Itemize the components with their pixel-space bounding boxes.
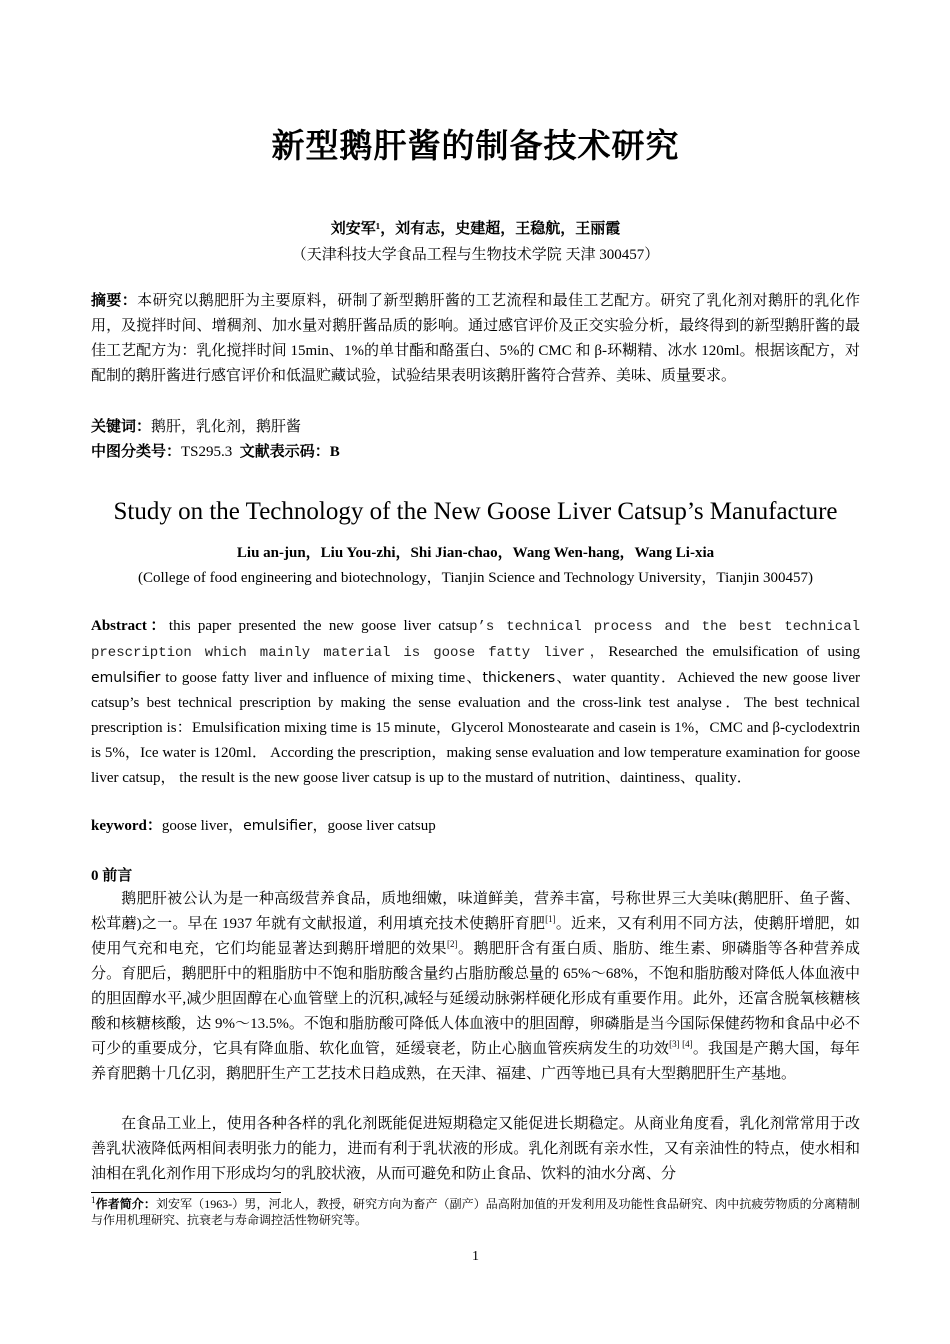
- intro-paragraph-2: [91, 1112, 860, 1187]
- paper-title-en: Study on the Technology of the New Goose Liver Catsup’s Manufacture: [113, 498, 838, 525]
- abstract-en-part5: 、water quantity．Achieved the new goose liver catsup’s best technical prescription by making the sense evaluation and the cross-link test analyse．The best technical prescription is：Emulsification mixing time is 15 minute，Glycerol Monostearate and casein is 1%，CMC and β-cyclodextrin is 5%，Ice water is 120ml． According the prescription，making sense evaluation and low temperature examination for goose liver catsup， the result is the new goose liver catsup is up to the mustard of nutrition、daintiness、quality．: [91, 670, 860, 786]
- abstract-en-part2: p’s technical process and the best technical prescription which mainly material is goose fatty liver，: [91, 619, 860, 661]
- intro-p1-c: 。鹅肥肝含有蛋白质、脂肪、维生素、卵磷脂等各种营养成分。育肥后，鹅肥肝中的粗脂肪中不饱和脂肪酸含量约占脂肪酸总量的 65%～68%，不饱和脂肪酸对降低人体血液中的胆固醇水平,减少胆固醇在心血管壁上的沉积,减轻与延缓动脉粥样硬化形成有重要作用。此外，还富含脱氧核糖核酸和核糖核酸，达 9%～13.5%。不饱和脂肪酸可降低人体血液中的胆固醇，卵磷脂是当今国际保健药物和食品中必不可少的重要成分，它具有降血脂、软化血管，延缓衰老，防止心脑血管疾病发生的功效: [91, 941, 860, 1057]
- clc-code: TS295.3: [181, 444, 233, 460]
- keywords-en-emulsifier: emulsifier: [243, 818, 313, 834]
- keywords-cn-label: 关键词：: [91, 419, 152, 435]
- abstract-en: [91, 614, 860, 791]
- doc-code-label: 文献表示码：: [239, 444, 330, 460]
- citation-3-4: [3] [4]: [669, 1039, 693, 1049]
- abstract-en-part4: to goose fatty liver and influence of mixing time、: [160, 670, 483, 686]
- author-footnote: [91, 1196, 860, 1228]
- author-list: 刘安军¹，刘有志，史建超，王稳航，王丽霞: [330, 221, 621, 237]
- intro-p2: 在食品工业上，使用各种各样的乳化剂既能促进短期稳定又能促进长期稳定。从商业角度看，乳化剂常常用于改善乳状液降低两相间表明张力的能力，进而有利于乳状液的形成。乳化剂既有亲水性，又有亲油性的特点，使水相和油相在乳化剂作用下形成均匀的乳胶状液，从而可避免和防止食品、饮料的油水分离、分: [91, 1116, 860, 1182]
- keywords-en-part1: goose liver，: [161, 818, 244, 834]
- footnote-divider: [91, 1192, 281, 1193]
- section-heading: 0 前言: [91, 868, 133, 884]
- abstract-en-emulsifier: emulsifier: [91, 670, 161, 686]
- keywords-en-part2: ，goose liver catsup: [312, 818, 436, 834]
- abstract-cn-label: 摘要：: [91, 293, 138, 309]
- keywords-en-label: keyword：: [91, 818, 162, 834]
- footnote-mark: 1: [91, 1195, 96, 1205]
- page-number: 1: [472, 1249, 479, 1264]
- keywords-cn: [91, 415, 301, 436]
- abstract-en-label: Abstract：: [91, 618, 169, 634]
- abstract-en-thickeners: thickeners: [482, 670, 556, 686]
- intro-p1-a: 鹅肥肝被公认为是一种高级营养食品，质地细嫩，味道鲜美，营养丰富，号称世界三大美味(鹅肥肝、鱼子酱、松茸蘑)之一。早在 1937 年就有文献报道，利用填充技术使鹅肝育肥: [91, 891, 860, 932]
- clc-label: 中图分类号：: [91, 444, 182, 460]
- footnote-text: 刘安军（1963-）男，河北人，教授，研究方向为畜产（副产）品高附加值的开发利用及功能性食品研究、肉中抗疲劳物质的分离精制与作用机理研究、抗衰老与寿命调控活性物研究等。: [91, 1197, 860, 1227]
- keywords-cn-text: 鹅肝，乳化剂，鹅肝酱: [151, 419, 302, 435]
- citation-2: [2]: [447, 939, 458, 949]
- affiliation: （天津科技大学食品工程与生物技术学院 天津 300457）: [291, 247, 660, 263]
- intro-p1-d: 。我国是产鹅大国，每年养育肥鹅十几亿羽，鹅肥肝生产工艺技术日趋成熟，在天津、福建、广西等地已具有大型鹅肥肝生产基地。: [91, 1041, 860, 1082]
- keywords-en: [91, 814, 436, 835]
- abstract-cn-text: 本研究以鹅肥肝为主要原料，研制了新型鹅肝酱的工艺流程和最佳工艺配方。研究了乳化剂对鹅肝的乳化作用，及搅拌时间、增稠剂、加水量对鹅肝酱品质的影响。通过感官评价及正交实验分析，最终得到的新型鹅肝酱的最佳工艺配方为：乳化搅拌时间 15min、1%的单甘酯和酪蛋白、5%的 CMC 和 β-环糊精、冰水 120ml。根据该配方，对配制的鹅肝酱进行感官评价和低温贮藏试验，试验结果表明该鹅肝酱符合营养、美味、质量要求。: [91, 293, 860, 384]
- paper-title: 新型鹅肝酱的制备技术研究: [271, 129, 680, 165]
- abstract-en-part1: this paper presented the new goose liver catsu: [168, 618, 470, 634]
- classification-cn: [91, 440, 340, 461]
- abstract-cn: [91, 289, 860, 389]
- author-list-en: Liu an-jun，Liu You-zhi，Shi Jian-chao，Wang Wen-hang，Wang Li-xia: [236, 545, 715, 561]
- affiliation-en: (College of food engineering and biotechnology，Tianjin Science and Technology University，Tianjin 300457): [138, 570, 813, 586]
- abstract-en-part3: Researched the emulsification of using: [608, 644, 861, 660]
- footnote-label: 作者简介：: [95, 1197, 156, 1211]
- intro-paragraph-1: [91, 887, 860, 1087]
- doc-code: B: [329, 444, 340, 460]
- intro-p1-b: 。近来，又有利用不同方法，使鹅肝增肥，如使用气充和电充，它们均能显著达到鹅肝增肥的效果: [91, 916, 860, 957]
- citation-1: [1]: [545, 914, 556, 924]
